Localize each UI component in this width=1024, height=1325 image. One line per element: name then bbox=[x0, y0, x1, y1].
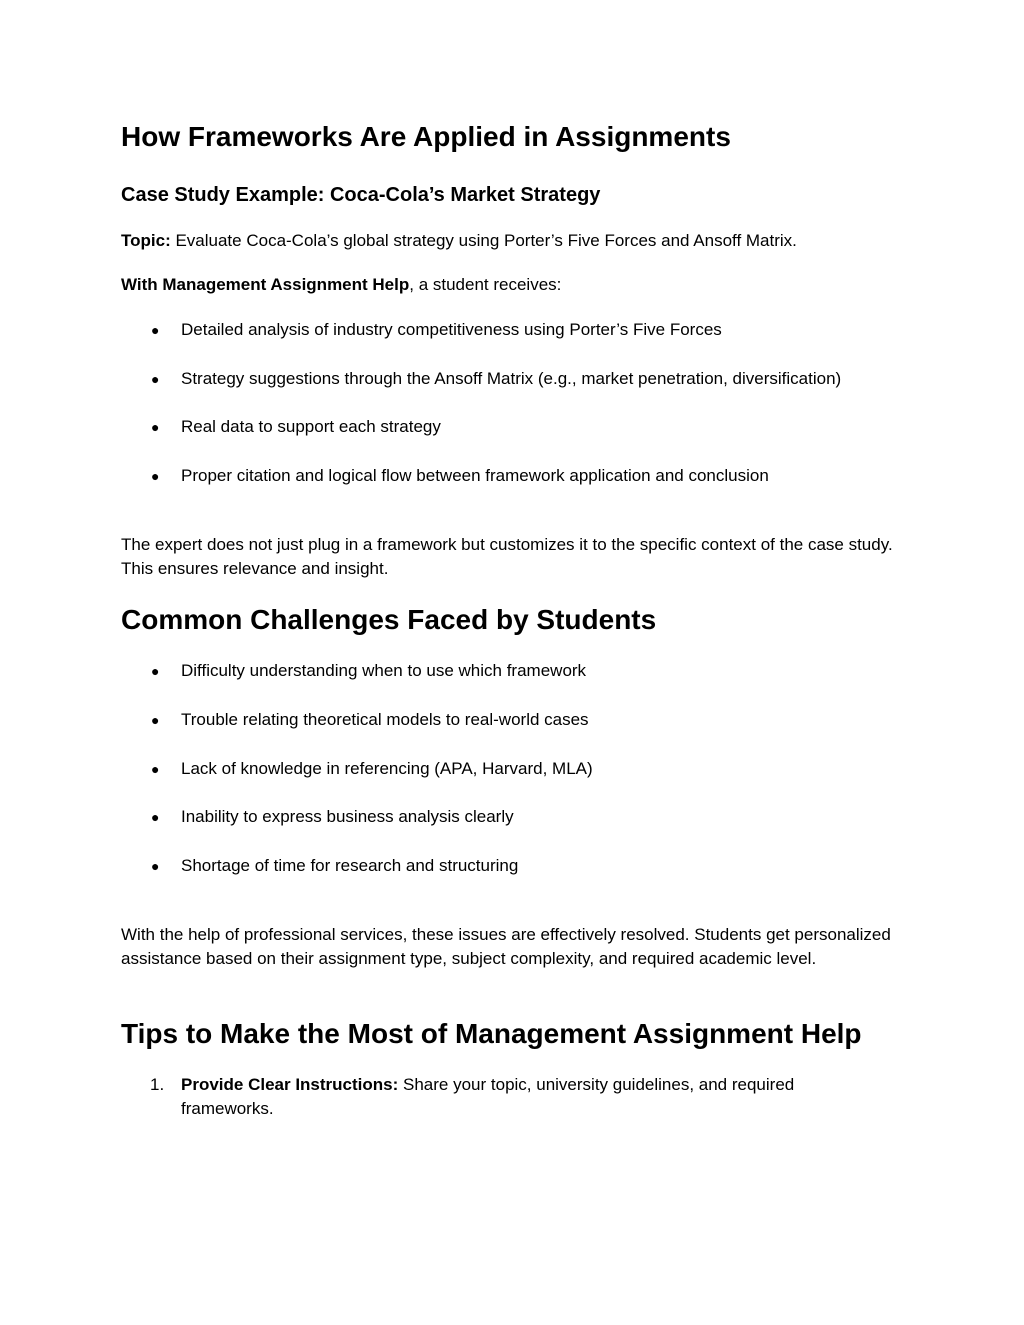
intro-paragraph bbox=[121, 273, 911, 297]
topic-text: Evaluate Coca-Cola’s global strategy using Porter’s Five Forces and Ansoff Matrix. bbox=[170, 231, 797, 250]
list-item-bold: Provide Clear Instructions: bbox=[181, 1075, 399, 1094]
bullet-icon: ● bbox=[151, 663, 160, 679]
bullet-icon: ● bbox=[151, 468, 160, 484]
bullet-icon: ● bbox=[151, 809, 160, 825]
bullet-icon: ● bbox=[151, 371, 160, 387]
bullet-icon: ● bbox=[151, 712, 160, 728]
list-item-text: Difficulty understanding when to use which framework bbox=[181, 661, 587, 680]
list-item-text: Real data to support each strategy bbox=[181, 417, 441, 436]
bullet-icon: ● bbox=[151, 761, 160, 777]
list-item-text: Strategy suggestions through the Ansoff Matrix (e.g., market penetration, diversification) bbox=[181, 369, 842, 388]
topic-label: Topic: bbox=[121, 231, 171, 250]
section-heading-tips: Tips to Make the Most of Management Assignment Help bbox=[121, 1018, 862, 1049]
section-heading-frameworks: How Frameworks Are Applied in Assignments bbox=[121, 121, 731, 152]
list-item-text: Proper citation and logical flow between framework application and conclusion bbox=[181, 466, 769, 485]
list-item-text: Detailed analysis of industry competitiveness using Porter’s Five Forces bbox=[181, 320, 722, 339]
topic-paragraph bbox=[121, 229, 911, 253]
bullet-icon: ● bbox=[151, 858, 160, 874]
list-item-text: Inability to express business analysis clearly bbox=[181, 807, 514, 826]
intro-rest: , a student receives: bbox=[409, 275, 562, 294]
closing-paragraph: With the help of professional services, these issues are effectively resolved. Students get personalized assistance based on their assignment type, subject complexity, and required academic level. bbox=[121, 925, 891, 968]
list-number: 1. bbox=[150, 1075, 165, 1094]
bullet-icon: ● bbox=[151, 322, 160, 338]
list-item-rest: Share your topic, university guidelines, and required frameworks. bbox=[181, 1075, 795, 1118]
intro-bold: With Management Assignment Help bbox=[121, 275, 410, 294]
section-heading-challenges: Common Challenges Faced by Students bbox=[121, 604, 657, 635]
bullet-icon: ● bbox=[151, 419, 160, 435]
closing-paragraph: The expert does not just plug in a framework but customizes it to the specific context of the case study. This ensures relevance and insight. bbox=[121, 535, 893, 578]
list-item-text bbox=[181, 1073, 881, 1121]
case-study-subheading: Case Study Example: Coca-Cola’s Market Strategy bbox=[121, 184, 601, 206]
list-item-text: Shortage of time for research and structuring bbox=[181, 856, 519, 875]
list-item-text: Trouble relating theoretical models to real-world cases bbox=[181, 710, 589, 729]
list-item-text: Lack of knowledge in referencing (APA, Harvard, MLA) bbox=[181, 759, 593, 778]
